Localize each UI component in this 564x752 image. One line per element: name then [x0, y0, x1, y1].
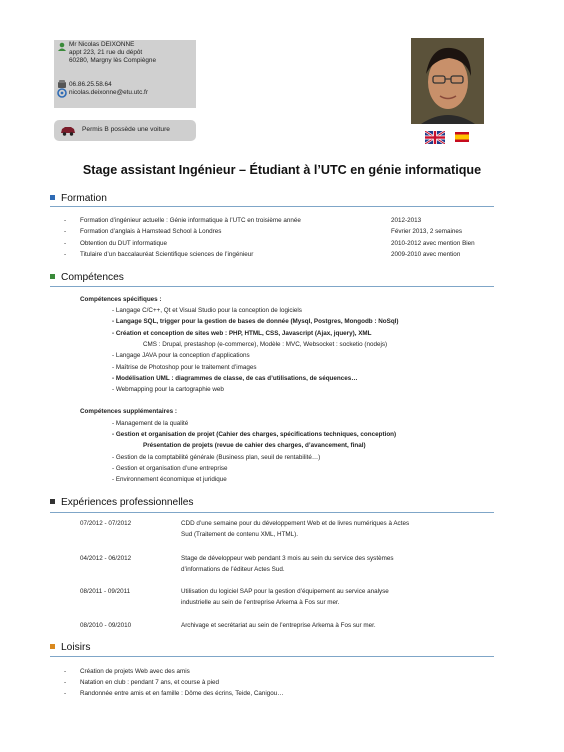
experience-desc: Utilisation du logiciel SAP pour la gestion d’équipement au service analyse: [181, 588, 389, 595]
experience-date: 04/2012 - 06/2012: [80, 555, 132, 562]
competence-item: - Langage C/C++, Qt et Visual Studio pour la conception de logiciels: [112, 307, 302, 314]
formation-date: Février 2013, 2 semaines: [391, 228, 463, 235]
list-dash: -: [64, 668, 67, 675]
competence-item: - Langage JAVA pour la conception d’applications: [112, 352, 250, 359]
square-bullet-icon: [50, 644, 55, 649]
contact-box: [54, 40, 196, 108]
formation-item: Titulaire d’un baccalauréat Scientifique sciences de l’ingénieur: [80, 251, 254, 258]
experience-date: 07/2012 - 07/2012: [80, 520, 132, 527]
experience-desc: CDD d’une semaine pour du développement Web et de livres numériques à Actes: [181, 520, 410, 527]
competence-item: - Langage SQL, trigger pour la gestion de bases de donnée (Mysql, Postgres, Mongodb : NoSql): [112, 318, 399, 325]
competences-supplementaires-title: Compétences supplémentaires :: [80, 408, 177, 415]
person-icon: [57, 42, 67, 51]
loisir-item: Natation en club : pendant 7 ans, et course à pied: [80, 679, 219, 686]
competence-item: - Environnement économique et juridique: [112, 476, 227, 483]
list-dash: -: [64, 251, 67, 258]
formation-item: Formation d’anglais à Hamstead School à Londres: [80, 228, 222, 235]
competence-item: - Webmapping pour la cartographie web: [112, 386, 224, 393]
experience-desc: d’informations de l’éditeur Actes Sud.: [181, 566, 285, 573]
section-divider: [50, 512, 494, 513]
experience-date: 08/2010 - 09/2010: [80, 622, 132, 629]
driving-licence-text: Permis B possède une voiture: [82, 126, 170, 133]
list-dash: -: [64, 240, 67, 247]
loisirs-heading: Loisirs: [50, 642, 90, 653]
competence-item: - Gestion de la comptabilité générale (Business plan, seuil de rentabilité…): [112, 454, 321, 461]
competence-item: CMS : Drupal, prestashop (e-commerce), Modèle : MVC, Websocket : socketio (nodejs): [143, 341, 388, 348]
profile-photo: [411, 38, 484, 124]
square-bullet-icon: [50, 499, 55, 504]
list-dash: -: [64, 217, 67, 224]
experience-desc: Sud (Traitement de contenu XML, HTML).: [181, 531, 299, 538]
email-icon: [57, 88, 67, 98]
experience-desc: Stage de développeur web pendant 3 mois au sein du service des systèmes: [181, 555, 394, 562]
competence-item: - Modélisation UML : diagrammes de classe, de cas d’utilisations, de séquences…: [112, 375, 358, 382]
driving-licence-box: [54, 120, 196, 141]
list-dash: -: [64, 679, 67, 686]
competence-item: - Gestion et organisation de projet (Cahier des charges, spécifications techniques, conception): [112, 431, 397, 438]
contact-phone: 06.86.25.58.64: [69, 81, 112, 88]
english-flag-icon[interactable]: [425, 131, 445, 144]
formation-date: 2012-2013: [391, 217, 422, 224]
competence-item: - Création et conception de sites web : PHP, HTML, CSS, Javascript (Ajax, jquery), XML: [112, 330, 372, 337]
car-icon: [60, 125, 76, 136]
section-divider: [50, 206, 494, 207]
competence-item: - Management de la qualité: [112, 420, 189, 427]
square-bullet-icon: [50, 195, 55, 200]
list-dash: -: [64, 228, 67, 235]
formation-date: 2010-2012 avec mention Bien: [391, 240, 475, 247]
formation-heading: Formation: [50, 193, 107, 204]
experiences-heading: Expériences professionnelles: [50, 497, 194, 508]
competences-specifiques-title: Compétences spécifiques :: [80, 296, 162, 303]
experience-desc: industrielle au sein de l’entreprise Arkema à Fos sur mer.: [181, 599, 340, 606]
contact-name: Mr Nicolas DEIXONNE: [69, 41, 135, 48]
formation-item: Formation d’ingénieur actuelle : Génie informatique à l’UTC en troisième année: [80, 217, 301, 224]
section-divider: [50, 656, 494, 657]
section-divider: [50, 286, 494, 287]
square-bullet-icon: [50, 274, 55, 279]
experience-desc: Archivage et secrétariat au sein de l’entreprise Arkema à Fos sur mer.: [181, 622, 376, 629]
formation-item: Obtention du DUT informatique: [80, 240, 168, 247]
competence-item: - Maîtrise de Photoshop pour le traitement d’images: [112, 364, 257, 371]
competence-item: - Gestion et organisation d’une entreprise: [112, 465, 228, 472]
contact-email[interactable]: nicolas.deixonne@etu.utc.fr: [69, 89, 148, 96]
formation-date: 2009-2010 avec mention: [391, 251, 461, 258]
page-title: Stage assistant Ingénieur – Étudiant à l’UTC en génie informatique: [82, 163, 482, 177]
contact-address1: appt 223, 21 rue du dépôt: [69, 49, 143, 56]
loisir-item: Randonnée entre amis et en famille : Dôme des écrins, Teide, Canigou…: [80, 690, 284, 697]
spanish-flag-icon[interactable]: [455, 132, 469, 142]
list-dash: -: [64, 690, 67, 697]
competence-item: Présentation de projets (revue de cahier des charges, d’avancement, final): [143, 442, 366, 449]
experience-date: 08/2011 - 09/2011: [80, 588, 131, 595]
loisir-item: Création de projets Web avec des amis: [80, 668, 190, 675]
competences-heading: Compétences: [50, 272, 124, 283]
contact-address2: 60280, Margny lès Compiègne: [69, 57, 157, 64]
